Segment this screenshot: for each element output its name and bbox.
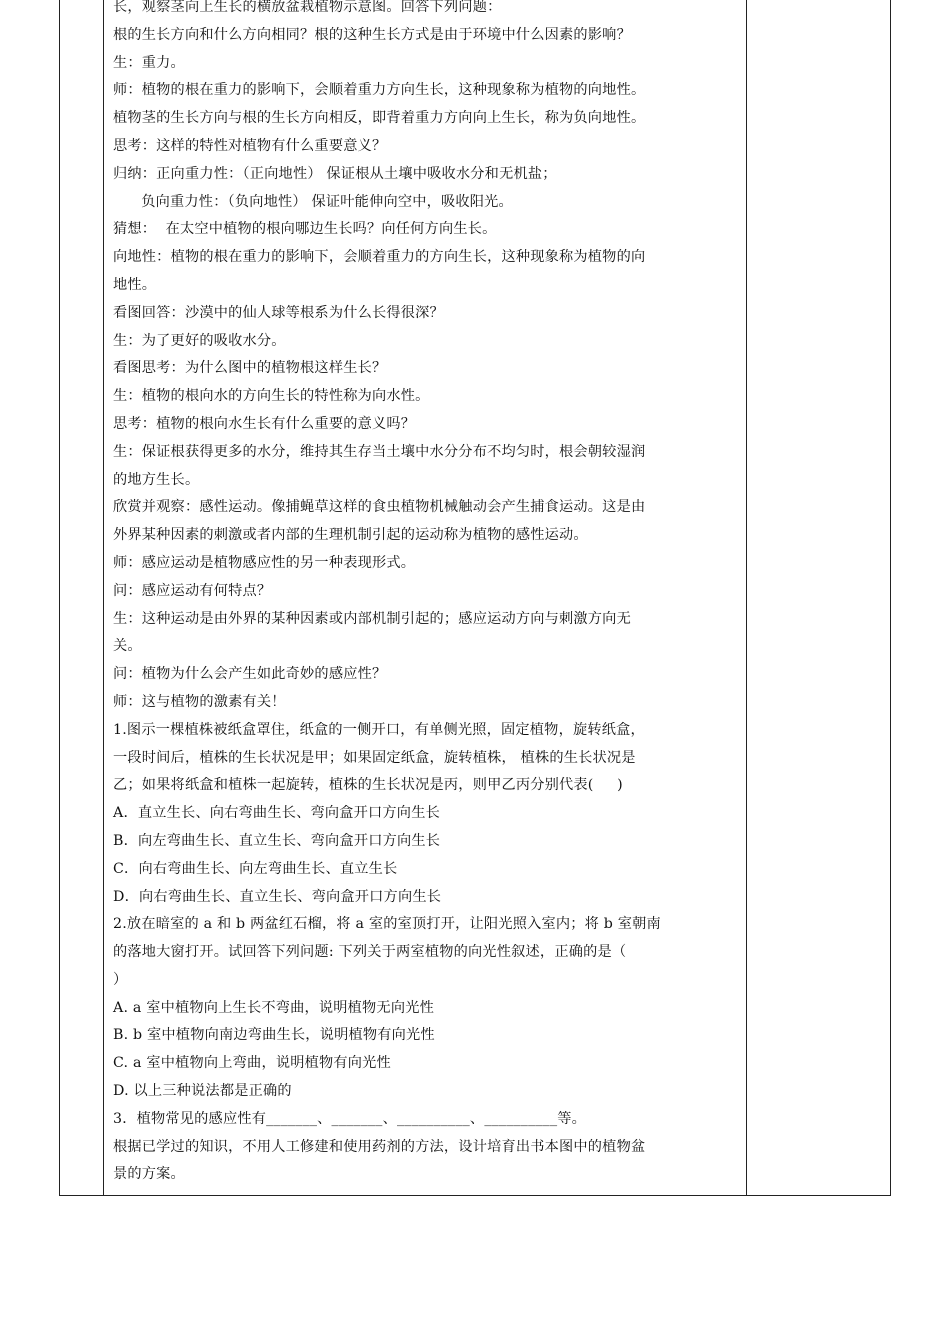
answer-option: B．向左弯曲生长、直立生长、弯向盒开口方向生长: [113, 832, 441, 849]
text-line: 看图思考：为什么图中的植物根这样生长？: [113, 360, 387, 377]
text-line: 生：保证根获得更多的水分，维持其生存当土壤中水分分布不均匀时，根会朝较湿润: [113, 443, 646, 460]
answer-option: A．直立生长、向右弯曲生长、弯向盒开口方向生长: [113, 805, 440, 822]
answer-option: D. 以上三种说法都是正确的: [113, 1083, 292, 1100]
text-line: 看图回答：沙漠中的仙人球等根系为什么长得很深？: [113, 304, 444, 321]
text-line: 问：感应运动有何特点？: [113, 582, 272, 599]
answer-option: C．向右弯曲生长、向左弯曲生长、直立生长: [113, 860, 398, 877]
answer-option: A. a 室中植物向上生长不弯曲，说明植物无向光性: [113, 999, 434, 1016]
text-line: 归纳：正向重力性：（正向地性） 保证根从土壤中吸收水分和无机盐；: [113, 165, 557, 182]
answer-option: D．向右弯曲生长、直立生长、弯向盒开口方向生长: [113, 888, 442, 905]
text-line: 外界某种因素的刺激或者内部的生理机制引起的运动称为植物的感性运动。: [113, 527, 588, 544]
answer-option: C. a 室中植物向上弯曲，说明植物有向光性: [113, 1055, 391, 1072]
answer-option: B. b 室中植物向南边弯曲生长，说明植物有向光性: [113, 1027, 435, 1044]
question-line: ）: [113, 971, 128, 988]
text-line: 负向重力性：（负向地性） 保证叶能伸向空中，吸收阳光。: [113, 193, 513, 210]
text-line: 生：为了更好的吸收水分。: [113, 332, 286, 349]
text-line: 猜想： 在太空中植物的根向哪边生长吗？向任何方向生长。: [113, 221, 497, 238]
text-line: 根的生长方向和什么方向相同？根的这种生长方式是由于环境中什么因素的影响？: [113, 26, 631, 43]
text-line: 师：感应运动是植物感应性的另一种表现形式。: [113, 554, 416, 571]
question-line: 乙；如果将纸盒和植株一起旋转，植株的生长状况是丙，则甲乙丙分别代表( ): [113, 777, 623, 794]
text-line: 景的方案。: [113, 1166, 185, 1183]
text-line: 生：植物的根向水的方向生长的特性称为向水性。: [113, 388, 430, 405]
text-line: 根据已学过的知识，不用人工修建和使用药剂的方法，设计培育出书本图中的植物盆: [113, 1138, 646, 1155]
lesson-content: [113, 0, 743, 1189]
text-line: 向地性：植物的根在重力的影响下，会顺着重力的方向生长，这种现象称为植物的向: [113, 249, 646, 266]
question-line: 3．植物常见的感应性有_______、_______、__________、__________等。: [113, 1110, 587, 1127]
text-line: 生：重力。: [113, 54, 185, 71]
text-line: 长，观察茎向上生长的横放盆栽植物示意图。回答下列问题：: [113, 0, 502, 15]
text-line: 思考：这样的特性对植物有什么重要意义？: [113, 137, 387, 154]
column-divider-right: [746, 0, 747, 1195]
text-line: 植物茎的生长方向与根的生长方向相反，即背着重力方向向上生长，称为负向地性。: [113, 110, 646, 127]
text-line: 地性。: [113, 276, 157, 293]
text-line: 生：这种运动是由外界的某种因素或内部机制引起的；感应运动方向与刺激方向无: [113, 610, 631, 627]
question-line: 1.图示一棵植株被纸盒罩住，纸盒的一侧开口，有单侧光照，固定植物，旋转纸盒，: [113, 721, 645, 738]
question-line: 2.放在暗室的 a 和 b 两盆红石榴，将 a 室的室顶打开，让阳光照入室内；将 b 室朝南: [113, 916, 661, 933]
question-line: 的落地大窗打开。试回答下列问题: 下列关于两室植物的向光性叙述，正确的是（: [113, 944, 627, 961]
text-line: 关。: [113, 638, 142, 655]
text-line: 的地方生长。: [113, 471, 200, 488]
text-line: 思考：植物的根向水生长有什么重要的意义吗？: [113, 415, 416, 432]
text-line: 问：植物为什么会产生如此奇妙的感应性？: [113, 666, 387, 683]
text-line: 师：这与植物的激素有关！: [113, 693, 286, 710]
text-line: 欣赏并观察：感性运动。像捕蝇草这样的食虫植物机械触动会产生捕食运动。这是由: [113, 499, 646, 516]
text-line: 师：植物的根在重力的影响下，会顺着重力方向生长，这种现象称为植物的向地性。: [113, 82, 646, 99]
question-line: 一段时间后，植株的生长状况是甲；如果固定纸盒，旋转植株， 植株的生长状况是: [113, 749, 636, 766]
column-divider-left: [103, 0, 104, 1195]
